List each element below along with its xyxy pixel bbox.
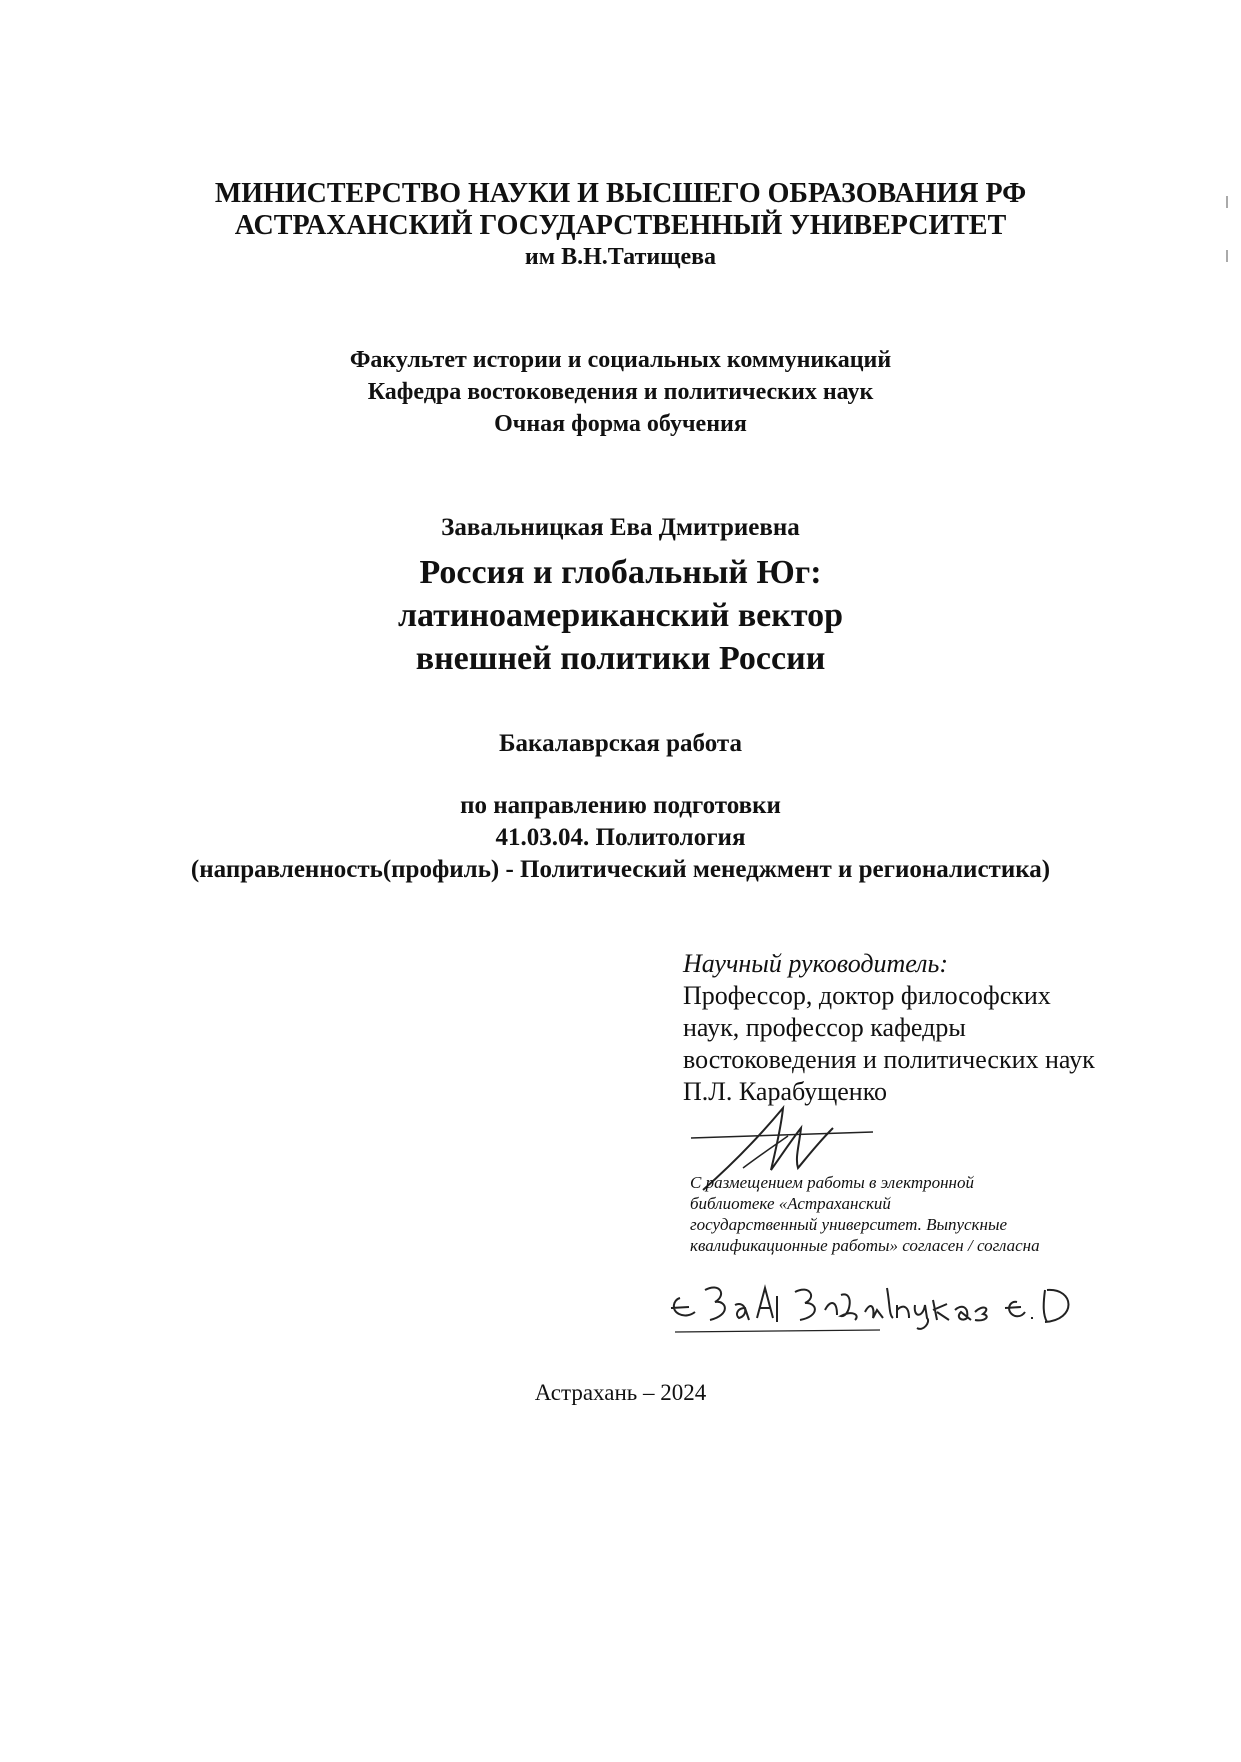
faculty-name: Факультет истории и социальных коммуникаций xyxy=(349,347,892,373)
thesis-title-line: латиноамериканский вектор xyxy=(397,597,844,634)
direction-code: 41.03.04. Политология xyxy=(495,824,746,851)
ministry-name: МИНИСТЕРСТВО НАУКИ И ВЫСШЕГО ОБРАЗОВАНИЯ РФ xyxy=(214,178,1027,209)
direction-profile: (направленность(профиль) - Политический менеджмент и регионалистика) xyxy=(190,856,1051,883)
scan-artifact xyxy=(1226,196,1228,208)
direction-block xyxy=(0,790,1241,886)
supervisor-block xyxy=(683,948,1183,1108)
student-signature xyxy=(665,1270,1105,1340)
supervisor-line: наук, профессор кафедры xyxy=(683,1013,966,1042)
scan-artifact xyxy=(1226,250,1228,262)
consent-line: библиотеке «Астраханский xyxy=(690,1194,891,1213)
study-form: Очная форма обучения xyxy=(494,411,747,437)
department-name: Кафедра востоковедения и политических наук xyxy=(367,379,874,405)
consent-line: С размещением работы в электронной xyxy=(690,1173,974,1192)
direction-intro: по направлению подготовки xyxy=(460,792,781,819)
thesis-title-line: внешней политики России xyxy=(415,640,826,677)
supervisor-line: Профессор, доктор философских xyxy=(683,981,1051,1010)
city-year: Астрахань – 2024 xyxy=(534,1380,707,1405)
supervisor-line: востоковедения и политических наук xyxy=(683,1045,1095,1074)
thesis-title-line: Россия и глобальный Юг: xyxy=(419,554,822,591)
consent-line: квалификационные работы» согласен / согласна xyxy=(690,1236,1040,1255)
supervisor-label: Научный руководитель: xyxy=(683,949,949,978)
work-type: Бакалаврская работа xyxy=(499,730,742,757)
consent-line: государственный университет. Выпускные xyxy=(690,1215,1007,1234)
university-named-after: им В.Н.Татищева xyxy=(524,244,717,270)
faculty-block xyxy=(0,344,1241,440)
thesis-title xyxy=(0,551,1241,680)
institution-header xyxy=(0,178,1241,272)
library-consent xyxy=(690,1172,1120,1256)
university-name: АСТРАХАНСКИЙ ГОСУДАРСТВЕННЫЙ УНИВЕРСИТЕТ xyxy=(234,210,1007,241)
author-name: Завальницкая Ева Дмитриевна xyxy=(441,514,800,541)
supervisor-name: П.Л. Карабущенко xyxy=(683,1077,888,1106)
